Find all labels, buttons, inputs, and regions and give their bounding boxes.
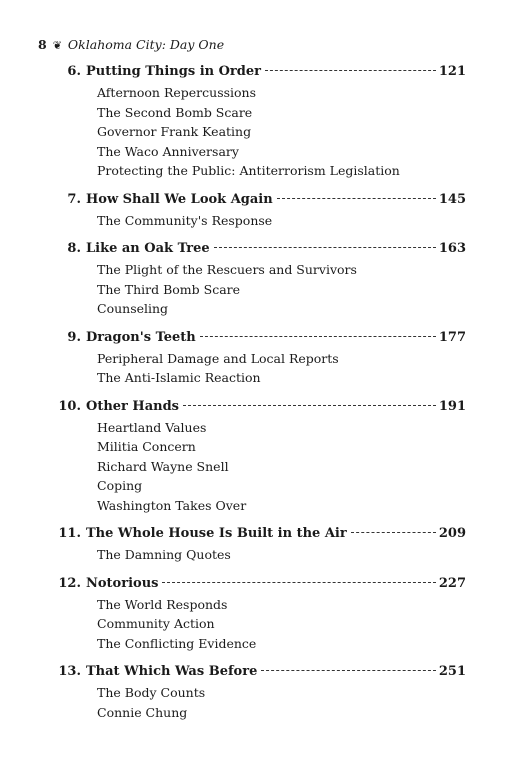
chapter-number: 10. bbox=[58, 398, 81, 414]
dot-leader bbox=[351, 532, 436, 533]
section-entry: The Plight of the Rescuers and Survivors bbox=[97, 262, 357, 277]
section-entry: The Anti-Islamic Reaction bbox=[97, 370, 261, 385]
section-entry: The Body Counts bbox=[97, 685, 206, 700]
chapter-title: Like an Oak Tree bbox=[86, 241, 210, 256]
chapter-title: Putting Things in Order bbox=[86, 64, 261, 79]
section-entry: Richard Wayne Snell bbox=[97, 458, 229, 474]
section-entry: The Conflicting Evidence bbox=[97, 635, 257, 651]
dot-leader bbox=[261, 670, 436, 671]
chapter-title: How Shall We Look Again bbox=[86, 191, 273, 207]
toc-chapter bbox=[0, 241, 532, 319]
chapter-heading bbox=[0, 526, 466, 545]
dot-leader bbox=[214, 247, 436, 248]
chapter-number: 11. bbox=[58, 526, 81, 541]
toc-chapter bbox=[0, 526, 532, 565]
chapter-page-number: 191 bbox=[438, 398, 466, 414]
section-entry: Coping bbox=[97, 478, 143, 493]
section-entry: Connie Chung bbox=[97, 704, 188, 720]
dot-leader bbox=[183, 405, 436, 406]
chapter-heading bbox=[0, 576, 466, 595]
section-entry: Counseling bbox=[97, 301, 169, 316]
chapter-heading bbox=[0, 64, 466, 83]
toc-chapter bbox=[0, 64, 532, 181]
dot-leader bbox=[265, 70, 436, 71]
chapter-page-number: 145 bbox=[438, 191, 466, 207]
section-entry: Militia Concern bbox=[97, 439, 196, 454]
running-head bbox=[38, 37, 224, 52]
toc-chapter bbox=[0, 664, 532, 722]
chapter-page-number: 209 bbox=[438, 526, 466, 541]
chapter-number: 13. bbox=[58, 664, 81, 679]
chapter-number: 12. bbox=[58, 575, 81, 591]
section-entry: The Waco Anniversary bbox=[97, 143, 239, 159]
chapter-heading bbox=[0, 330, 466, 349]
chapter-heading bbox=[0, 192, 466, 211]
section-entry: The World Responds bbox=[97, 596, 228, 612]
chapter-heading bbox=[0, 664, 466, 683]
chapter-title: That Which Was Before bbox=[86, 664, 258, 679]
page-number: 8 bbox=[38, 37, 47, 52]
section-entry: Washington Takes Over bbox=[97, 497, 247, 513]
dot-leader bbox=[162, 582, 435, 583]
section-entry: Afternoon Repercussions bbox=[97, 85, 257, 100]
chapter-title: Notorious bbox=[86, 575, 159, 591]
chapter-number: 9. bbox=[67, 329, 81, 345]
chapter-title: The Whole House Is Built in the Air bbox=[86, 526, 347, 541]
chapter-page-number: 177 bbox=[438, 329, 466, 345]
section-entry: Governor Frank Keating bbox=[97, 124, 252, 139]
section-entry: Peripheral Damage and Local Reports bbox=[97, 350, 339, 366]
section-entry: The Community's Response bbox=[97, 212, 273, 228]
toc-chapter bbox=[0, 192, 532, 231]
chapter-title: Dragon's Teeth bbox=[86, 329, 196, 345]
dot-leader bbox=[277, 198, 436, 199]
chapter-page-number: 227 bbox=[438, 575, 466, 591]
toc-chapter bbox=[0, 576, 532, 654]
chapter-number: 6. bbox=[67, 64, 81, 79]
toc-chapter bbox=[0, 330, 532, 388]
section-entry: The Third Bomb Scare bbox=[97, 281, 241, 297]
chapter-page-number: 163 bbox=[438, 241, 466, 256]
section-entry: The Damning Quotes bbox=[97, 547, 231, 562]
section-entry: Community Action bbox=[97, 616, 215, 631]
section-entry: The Second Bomb Scare bbox=[97, 104, 253, 120]
chapter-heading bbox=[0, 241, 466, 260]
chapter-number: 7. bbox=[67, 191, 81, 207]
leaf-ornament-icon: ❦ bbox=[52, 39, 62, 52]
chapter-title: Other Hands bbox=[86, 398, 179, 414]
chapter-number: 8. bbox=[67, 241, 81, 256]
section-entry: Heartland Values bbox=[97, 419, 207, 435]
table-of-contents bbox=[0, 64, 532, 733]
chapter-heading bbox=[0, 399, 466, 418]
toc-chapter bbox=[0, 399, 532, 516]
book-title: Oklahoma City: Day One bbox=[67, 37, 225, 52]
chapter-page-number: 251 bbox=[438, 664, 466, 679]
dot-leader bbox=[200, 336, 436, 337]
section-entry: Protecting the Public: Antiterrorism Legislation bbox=[97, 163, 400, 178]
chapter-page-number: 121 bbox=[438, 64, 466, 79]
